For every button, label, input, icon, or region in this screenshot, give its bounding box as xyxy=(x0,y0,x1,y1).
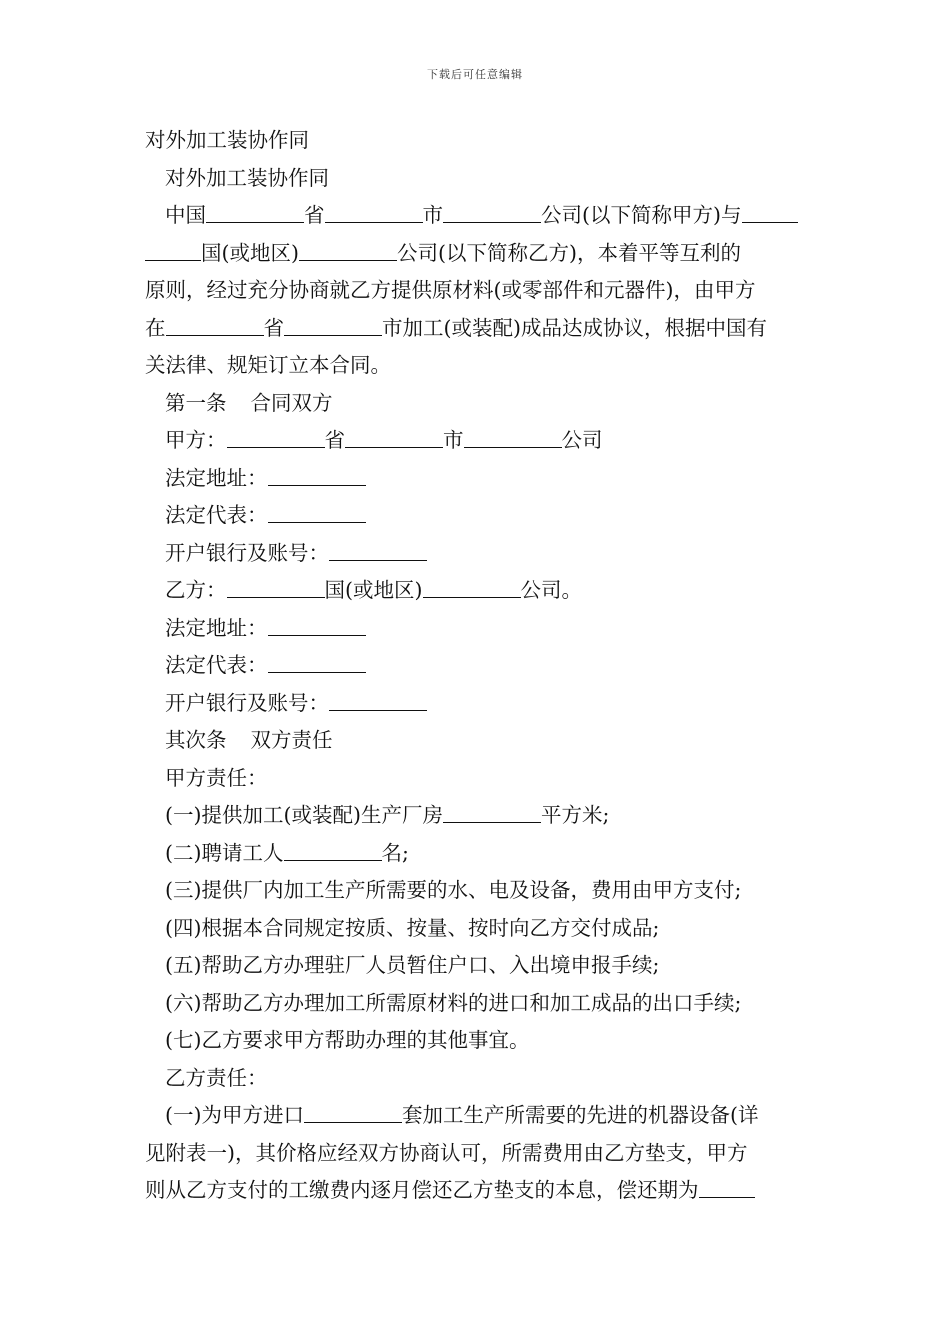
article-name: 双方责任 xyxy=(250,728,333,752)
blank-field[interactable] xyxy=(227,579,325,598)
party-b-label: 乙方： xyxy=(165,578,227,602)
party-a-resp-item-2 xyxy=(145,835,810,873)
party-a-line xyxy=(145,422,810,460)
contract-document xyxy=(145,122,810,1210)
item-text: 则从乙方支付的工缴费内逐月偿还乙方垫支的本息，偿还期为 xyxy=(145,1178,699,1202)
blank-field[interactable] xyxy=(268,654,366,673)
party-a-province: 省 xyxy=(324,428,345,452)
party-a-resp-heading: 甲方责任： xyxy=(165,765,268,790)
blank-field[interactable] xyxy=(166,317,264,336)
party-b-line xyxy=(145,572,810,610)
blank-field[interactable] xyxy=(329,692,427,711)
intro-text: 公司(以下简称甲方)与 xyxy=(541,203,742,227)
field-label: 开户银行及账号： xyxy=(165,540,329,565)
intro-text: 省 xyxy=(263,315,284,340)
blank-field[interactable] xyxy=(206,204,304,223)
blank-field[interactable] xyxy=(699,1179,755,1198)
article-number: 第一条 xyxy=(165,390,227,415)
article-name: 合同双方 xyxy=(250,390,333,415)
party-a-company: 公司 xyxy=(561,428,603,452)
item-text: 套加工生产所需要的先进的机器设备(详 xyxy=(402,1103,759,1127)
intro-text: 国(或地区) xyxy=(201,240,299,265)
blank-field[interactable] xyxy=(304,1104,402,1123)
item-text: 平方米; xyxy=(541,803,610,827)
party-b-company: 公司。 xyxy=(520,578,582,602)
blank-field[interactable] xyxy=(268,617,366,636)
intro-line-3: 原则，经过充分协商就乙方提供原材料(或零部件和元器件)，由甲方 xyxy=(145,278,756,302)
intro-text: 在 xyxy=(145,315,166,340)
blank-field[interactable] xyxy=(299,242,397,261)
blank-field[interactable] xyxy=(464,429,562,448)
party-a-address xyxy=(145,460,810,498)
blank-field[interactable] xyxy=(443,804,541,823)
intro-text: 市 xyxy=(422,203,443,227)
article-number: 其次条 xyxy=(165,728,227,752)
intro-text: 省 xyxy=(304,203,325,227)
party-a-resp-item-6: (六)帮助乙方办理加工所需原材料的进口和加工成品的出口手续; xyxy=(165,990,742,1015)
party-b-country: 国(或地区) xyxy=(324,578,423,602)
party-b-address xyxy=(145,610,810,648)
item-text: 名; xyxy=(381,840,409,865)
party-a-resp-item-3: (三)提供厂内加工生产所需要的水、电及设备，费用由甲方支付; xyxy=(165,878,742,902)
party-a-resp-item-1 xyxy=(145,797,810,835)
item-text: (一)提供加工(或装配)生产厂房 xyxy=(165,803,443,827)
intro-line-2 xyxy=(145,235,810,273)
party-b-resp-heading: 乙方责任： xyxy=(165,1065,268,1090)
blank-field[interactable] xyxy=(742,204,798,223)
article-1-heading xyxy=(145,385,810,423)
field-label: 法定地址： xyxy=(165,465,268,490)
document-title: 对外加工装协作同 xyxy=(145,128,309,152)
party-a-resp-item-5: (五)帮助乙方办理驻厂人员暂住户口、入出境申报手续; xyxy=(165,953,660,977)
intro-line-1 xyxy=(145,197,810,235)
blank-field[interactable] xyxy=(145,242,201,261)
field-label: 法定地址： xyxy=(165,615,268,640)
blank-field[interactable] xyxy=(325,204,423,223)
party-b-resp-item-1 xyxy=(145,1097,810,1135)
blank-field[interactable] xyxy=(284,317,382,336)
blank-field[interactable] xyxy=(443,204,541,223)
field-label: 开户银行及账号： xyxy=(165,690,329,715)
party-a-resp-item-7: (七)乙方要求甲方帮助办理的其他事宜。 xyxy=(165,1028,530,1052)
party-a-label: 甲方： xyxy=(165,428,227,452)
intro-text: 市加工(或装配)成品达成协议，根据中国有 xyxy=(382,315,767,340)
party-a-representative xyxy=(145,497,810,535)
blank-field[interactable] xyxy=(423,579,521,598)
field-label: 法定代表： xyxy=(165,503,268,527)
blank-field[interactable] xyxy=(345,429,443,448)
article-2-heading xyxy=(145,722,810,760)
field-label: 法定代表： xyxy=(165,653,268,677)
party-b-bank xyxy=(145,685,810,723)
item-text: (一)为甲方进口 xyxy=(165,1103,304,1127)
party-a-city: 市 xyxy=(443,428,464,452)
party-a-resp-item-4: (四)根据本合同规定按质、按量、按时向乙方交付成品; xyxy=(165,915,660,940)
party-a-bank xyxy=(145,535,810,573)
party-b-resp-line-3 xyxy=(145,1172,810,1210)
intro-line-4 xyxy=(145,310,810,348)
page-header-note: 下载后可任意编辑 xyxy=(427,68,523,81)
document-subtitle: 对外加工装协作同 xyxy=(165,165,329,190)
intro-text: 中国 xyxy=(165,203,206,227)
blank-field[interactable] xyxy=(268,467,366,486)
intro-text: 公司(以下简称乙方)，本着平等互利的 xyxy=(397,240,741,265)
party-b-resp-line-2: 见附表一)，其价格应经双方协商认可，所需费用由乙方垫支，甲方 xyxy=(145,1140,748,1165)
party-b-representative xyxy=(145,647,810,685)
blank-field[interactable] xyxy=(268,504,366,523)
blank-field[interactable] xyxy=(284,842,382,861)
blank-field[interactable] xyxy=(329,542,427,561)
item-text: (二)聘请工人 xyxy=(165,840,284,865)
blank-field[interactable] xyxy=(227,429,325,448)
intro-line-5: 关法律、规矩订立本合同。 xyxy=(145,353,391,377)
